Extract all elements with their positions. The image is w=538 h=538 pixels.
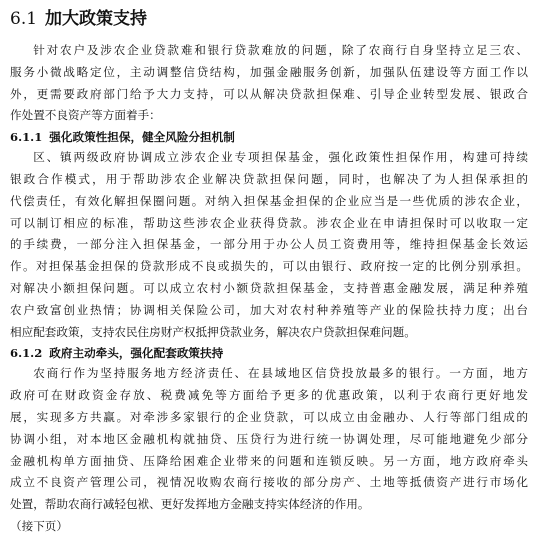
sub1-line-2: 银政合作模式，用于帮助涉农企业解决贷款担保问题，同时，也解决了为人担保承担的 bbox=[10, 171, 528, 186]
sub2-line-3: 展，实现多方共赢。对牵涉多家银行的企业贷款，可以成立由金融办、人行等部门组成的 bbox=[10, 409, 528, 424]
sub2-line-6: 成立不良资产管理公司，视情况收购农商行接收的部分房产、土地等抵债资产进行市场化 bbox=[10, 475, 528, 490]
sub1-line-6: 作。对担保基金担保的贷款形成不良或损失的，可以由银行、政府按一定的比例分别承担。 bbox=[10, 259, 528, 274]
section-title: 加大政策支持 bbox=[45, 9, 148, 29]
subsection-2-heading bbox=[10, 343, 528, 363]
subsection-1-paragraph bbox=[10, 147, 528, 343]
intro-paragraph bbox=[10, 40, 528, 127]
sub2-line-7: 处置，帮助农商行减轻包袱、更好发挥地方金融支持实体经济的作用。 bbox=[10, 497, 370, 512]
sub1-line-3: 代偿责任，有效化解担保圈问题。对纳入担保基金担保的企业应当是一些优质的涉农企业， bbox=[10, 193, 528, 208]
subsection-1-title: 强化政策性担保，健全风险分担机制 bbox=[49, 130, 235, 145]
sub1-line-9: 相应配套政策，支持农民住房财产权抵押贷款业务，解决农户贷款担保难问题。 bbox=[10, 324, 416, 339]
intro-line-3: 外，更需要政府部门给予大力支持，可以从解决贷款担保难、引导企业转型发展、银政合 bbox=[10, 86, 528, 101]
cut-off-line bbox=[10, 516, 528, 533]
sub1-line-1: 区、镇两级政府协调成立涉农企业专项担保基金，强化政策性担保作用，构建可持续 bbox=[33, 150, 528, 165]
subsection-2-paragraph bbox=[10, 363, 528, 516]
sub2-line-1: 农商行作为坚持服务地方经济责任、在县域地区信贷投放最多的银行。一方面，地方 bbox=[33, 366, 528, 381]
sub2-line-5: 金融机构单方面抽贷、压降给困难企业带来的问题和连锁反映。另一方面，地方政府牵头 bbox=[10, 453, 528, 468]
sub2-line-2: 政府可在财政资金存放、税费减免等方面给予更多的优惠政策，以利于农商行更好地发 bbox=[10, 388, 528, 403]
subsection-1-number: 6.1.1 bbox=[10, 130, 43, 145]
sub1-line-4: 可以制订相应的标准，帮助这些涉农企业获得贷款。涉农企业在申请担保时可以收取一定 bbox=[10, 215, 528, 230]
section-heading bbox=[10, 6, 528, 32]
cut-off-text: （接下页） bbox=[10, 518, 68, 533]
sub1-line-5: 的手续费，一部分注入担保基金，一部分用于办公人员工资费用等，维持担保基金长效运 bbox=[10, 237, 528, 252]
subsection-2-number: 6.1.2 bbox=[10, 346, 43, 361]
sub2-line-4: 协调小组，对本地区金融机构就抽贷、压贷行为进行统一协调处理，尽可能地避免少部分 bbox=[10, 431, 528, 446]
sub1-line-7: 对解决小额担保问题。可以成立农村小额贷款担保基金，支持普惠金融发展，满足种养殖 bbox=[10, 280, 528, 295]
intro-line-4: 作处置不良资产等方面着手： bbox=[10, 108, 161, 123]
intro-line-2: 服务小微战略定位，主动调整信贷结构，加强金融服务创新，加强队伍建设等方面工作以 bbox=[10, 64, 528, 79]
intro-line-1: 针对农户及涉农企业贷款难和银行贷款难放的问题，除了农商行自身坚持立足三农、 bbox=[33, 43, 528, 57]
subsection-2-title: 政府主动牵头，强化配套政策扶持 bbox=[49, 346, 224, 361]
section-number: 6.1 bbox=[10, 9, 38, 29]
sub1-line-8: 农户致富创业热情；协调相关保险公司，加大对农村种养殖等产业的保险扶持力度；出台 bbox=[10, 302, 528, 317]
subsection-1-heading bbox=[10, 127, 528, 147]
